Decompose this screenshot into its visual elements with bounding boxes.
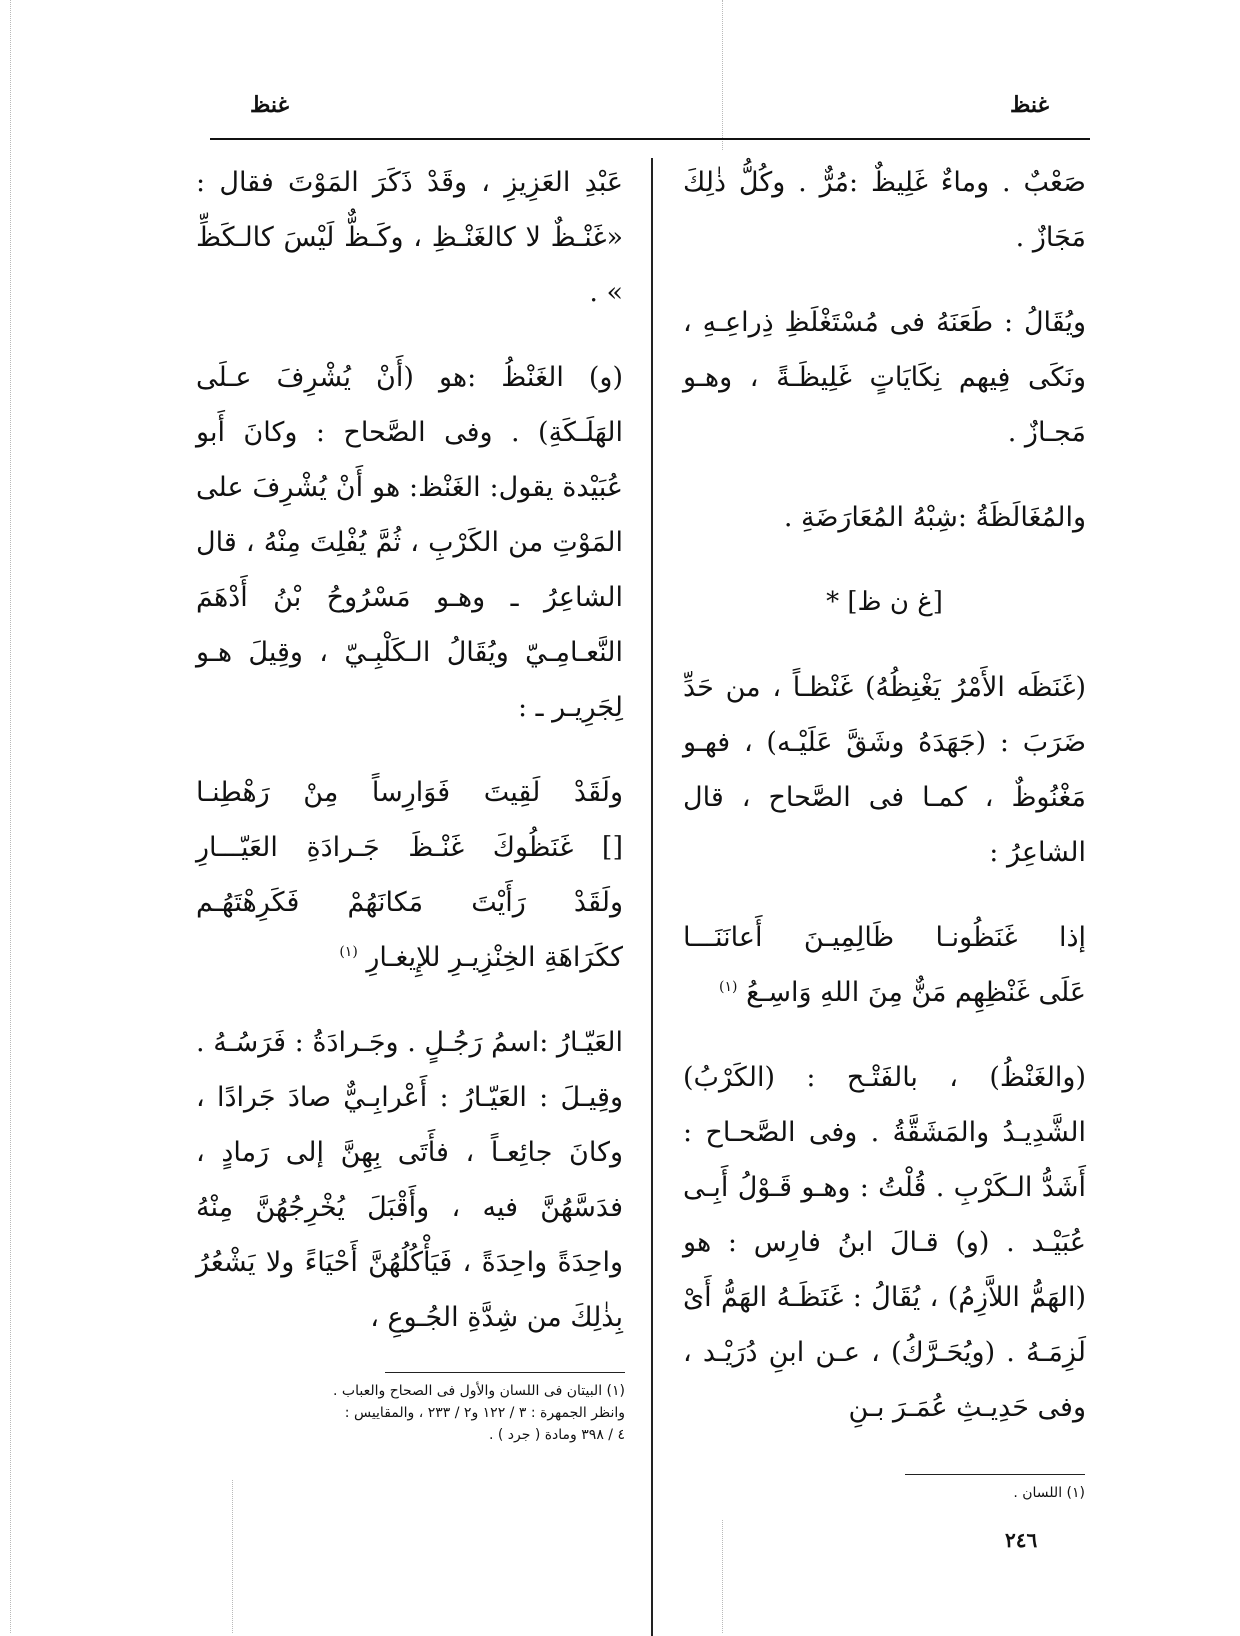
poem-verse-text: ككَرَاهَةِ الخِنْزِيـرِ للإِيغـارِ: [366, 942, 623, 973]
poem-verse: [683, 965, 1086, 1020]
footnote-marker: (١): [719, 979, 738, 995]
poem-verse: ولَقَدْ لَقِيتَ فَوَارِساً مِنْ رَهْطِنـا: [196, 777, 623, 808]
poem-verse: [196, 930, 623, 985]
entry-paragraph: (و) الغَنْظُ :هو (أَنْ يُشْرِفَ عـلَى الهَلَـكَةِ) . وفى الصَّحاح : وكانَ أَبو عُبَيْدة يقول: الغَنْظ: هو أَنْ يُشْرِفَ على المَوْتِ من الكَرْبِ ، ثُمَّ يُفْلِتَ مِنْهُ ، قال الشاعِرُ ـ وهـو مَسْرُوحُ بْنُ أَدْهَمَ النَّعـامِـيّ ويُقَالُ الـكَلْبِـيّ ، وقِيلَ هـو لِجَرِيـر ـ :: [196, 362, 623, 723]
running-head-left: غنظ: [250, 92, 290, 118]
poem-verse: إذا غَنَظُونـا ظَالِمِيـنَ أَعانَنَـــا: [683, 922, 1086, 953]
entry-paragraph: ويُقَالُ : طَعَنَهُ فى مُسْتَغْلَظِ ذِراعِـهِ ، ونَكَى فِيهم نِكَايَاتٍ غَلِيظَـةً ، وهـو مَجـازٌ .: [683, 307, 1086, 448]
poem-verse-text: عَلَى غَنْظِهِم مَنٌّ مِنَ اللهِ وَاسِـعُ: [746, 977, 1086, 1008]
page-number: ٢٤٦: [1005, 1528, 1038, 1552]
footnote-line: ٤ / ٣٩٨ ومادة ( جرد ) .: [488, 1427, 625, 1443]
footnote-marker: (١): [339, 944, 358, 960]
poem-verse: ولَقَدْ رَأَيْتَ مَكانَهُمْ فَكَرِهْتَهُـم: [196, 887, 623, 918]
scan-artifact-line: [10, 0, 11, 1633]
column-divider: [651, 158, 653, 1636]
footnote-left: [190, 1380, 625, 1446]
footnote-right: [905, 1482, 1085, 1504]
footnote-line: (١) البيتان فى اللسان والأول فى الصحاح والعباب .: [333, 1383, 625, 1399]
entry-paragraph: (والغَنْظُ) ، بالفَتْـح : (الكَرْبُ) الشَّدِيـدُ والمَشَقَّةُ . وفى الصَّحـاح : أَشَدُّ الـكَرْبِ . قُلْتُ : وهـو قَـوْلُ أَبِـى عُبَيْـد . (و) قـالَ ابنُ فارِس : هو (الهَمُّ اللاَّزِمُ) ، يُقَالُ : غَنَظَـهُ الهَمُّ أَىْ لَزِمَـهُ . (ويُحَـرَّكُ) ، عـن ابنِ دُرَيْـد ، وفى حَدِيـثِ عُمَـرَ بـنِ: [683, 1062, 1086, 1423]
entry-paragraph: عَبْدِ العَزِيزِ ، وقَدْ ذَكَرَ المَوْتَ فقال : «غَنْـظٌ لا كالغَنْـظِ ، وكَـظٌّ لَيْسَ كالـكَظِّ » .: [196, 167, 623, 308]
scan-artifact-line: [722, 1520, 723, 1633]
entry-paragraph: صَعْبٌ . وماءٌ غَلِيظٌ :مُرٌّ . وكُلُّ ذٰلِكَ مَجَازٌ .: [683, 167, 1086, 253]
footnote-rule-right: [905, 1474, 1085, 1475]
scan-artifact-line: [722, 0, 723, 150]
footnote-line: (١) اللسان .: [1013, 1485, 1085, 1501]
entry-paragraph: العَيّـارُ :اسمُ رَجُـلٍ . وجَـرادَةُ : فَرَسُـهُ . وقِيـلَ : العَيّـارُ : أَعْرابِـيٌّ صادَ جَرادًا ، وكانَ جائِعـاً ، فأَتَى بِهِنَّ إلى رَمادٍ ، فدَسَّهُنَّ فيه ، وأَقْبَلَ يُخْرِجُهُنَّ مِنْهُ واحِدَةً واحِدَةً ، فَيَأْكُلُهُنَّ أَحْيَاءً ولا يَشْعُرُ بِذٰلِكَ من شِدَّةِ الجُـوعِ ،: [196, 1027, 623, 1333]
footnote-rule-left: [385, 1372, 625, 1373]
entry-paragraph: (غَنَظَه الأَمْرُ يَغْنِظُهُ) غَنْظـاً ، من حَدِّ ضَرَبَ : (جَهَدَهُ وشَقَّ عَلَيْـه) ، فهـو مَغْنُوظٌ ، كمـا فى الصَّحاح ، قال الشاعِرُ :: [683, 672, 1086, 868]
header-rule: [210, 138, 1090, 140]
poem-verse: [] غَنَظُوكَ غَنْـظَ جَـرادَةِ العَيّـــارِ: [196, 832, 623, 863]
footnote-line: وانظر الجمهرة : ٣ / ١٢٢ و٢ / ٢٣٣ ، والمقاييس :: [344, 1405, 625, 1421]
left-column: [196, 155, 623, 1345]
entry-paragraph: والمُغَالَظَةُ :شِبْهُ المُعَارَضَةِ .: [783, 502, 1086, 533]
scan-artifact-line: [232, 1480, 233, 1633]
running-head-right: غنظ: [1010, 92, 1050, 118]
root-heading: [غ ن ظ] *: [826, 587, 943, 617]
right-column: [683, 155, 1086, 1435]
